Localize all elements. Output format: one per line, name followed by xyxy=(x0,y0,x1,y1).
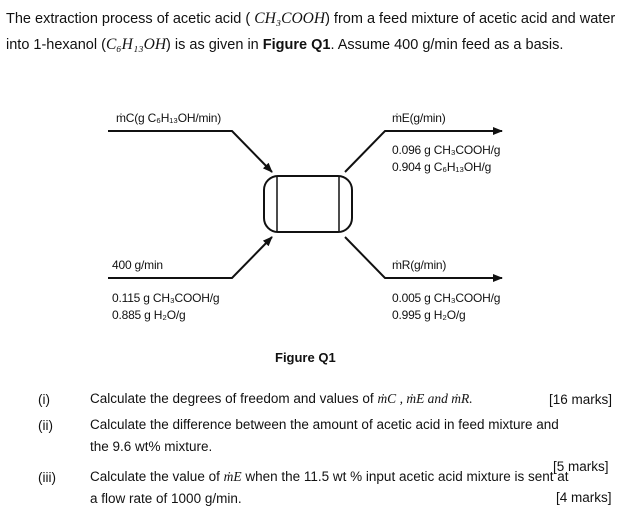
figure-caption: Figure Q1 xyxy=(275,350,336,365)
question-1-text xyxy=(90,388,473,410)
extractor-vessel xyxy=(264,176,352,232)
question-3-text xyxy=(90,466,569,510)
feed-flow-label: 400 g/min xyxy=(112,258,163,272)
figure-reference: Figure Q1 xyxy=(262,37,331,53)
intro-text-2: ) from a feed mixture of acetic acid and water into 1-hexanol ( xyxy=(6,11,616,53)
question-2-marks: [5 marks] xyxy=(553,459,609,474)
question-1-number: (i) xyxy=(38,392,50,407)
stream-c-label: ṁC(g C₆H₁₃OH/min) xyxy=(116,111,222,125)
stream-e-acetic-fraction: 0.096 g CH₃COOH/g xyxy=(392,143,501,157)
question-3-prompt-a: Calculate the value of xyxy=(90,469,224,484)
acetic-acid-formula: CH₃COOH xyxy=(254,10,326,27)
question-2-line-1: Calculate the difference between the amount of acetic acid in feed mixture and xyxy=(90,417,559,432)
stream-r-water-fraction: 0.995 g H₂O/g xyxy=(392,308,466,322)
stream-e-hexanol-fraction: 0.904 g C₆H₁₃OH/g xyxy=(392,160,492,174)
question-3-prompt-b: when the 11.5 wt % input acetic acid mixture is sent at xyxy=(241,469,569,484)
question-3-marks: [4 marks] xyxy=(556,490,612,505)
feed-acetic-fraction: 0.115 g CH₃COOH/g xyxy=(112,291,220,305)
hexanol-formula: C₆H₁₃OH xyxy=(105,36,167,53)
stream-r-label: ṁR(g/min) xyxy=(392,258,447,272)
intro-text-1: The extraction process of acetic acid ( xyxy=(6,11,255,27)
question-3-variable: ṁE xyxy=(223,469,242,484)
question-1-variables: ṁC , ṁE and ṁR. xyxy=(377,391,473,406)
question-1-prompt: Calculate the degrees of freedom and values of xyxy=(90,391,378,406)
stream-r-acetic-fraction: 0.005 g CH₃COOH/g xyxy=(392,291,501,305)
question-3-number: (iii) xyxy=(38,470,56,485)
question-2-number: (ii) xyxy=(38,418,53,433)
question-2-text xyxy=(90,414,559,458)
question-1-marks: [16 marks] xyxy=(549,392,613,407)
intro-text-3: ) is as given in xyxy=(166,37,263,53)
question-3-line-1 xyxy=(90,466,569,488)
stream-e-label: ṁE(g/min) xyxy=(392,111,446,125)
intro-text-4: . Assume 400 g/min feed as a basis. xyxy=(330,37,564,53)
question-3-line-2: a flow rate of 1000 g/min. xyxy=(90,491,242,506)
question-2-line-2: the 9.6 wt% mixture. xyxy=(90,439,213,454)
feed-water-fraction: 0.885 g H₂O/g xyxy=(112,308,186,322)
stream-c-arrow xyxy=(108,131,272,172)
